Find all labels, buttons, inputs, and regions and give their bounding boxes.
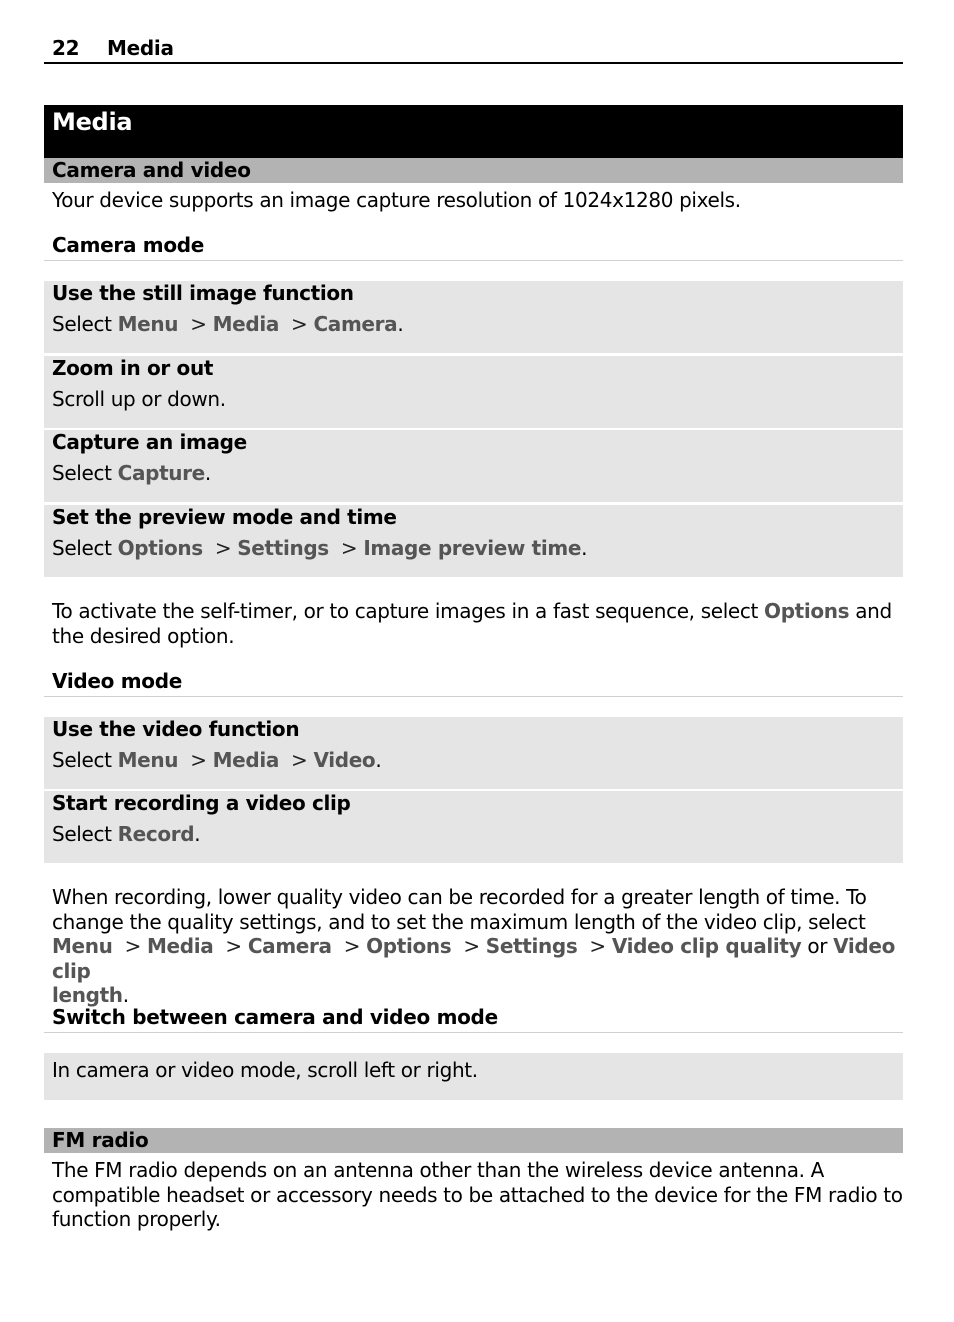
menu-item-camera: Camera <box>247 934 332 958</box>
task-still-image <box>44 281 903 353</box>
menu-item-record: Record <box>117 822 195 846</box>
task-title: Use the still image function <box>52 281 354 305</box>
note-text: . <box>122 983 129 1007</box>
section-heading-camera-video: Camera and video <box>44 158 903 183</box>
paragraph-line: function properly. <box>52 1207 221 1231</box>
menu-item-video-clip-length-cont: length <box>52 983 123 1007</box>
menu-item-settings: Settings <box>237 536 329 560</box>
task-body <box>52 822 895 846</box>
task-body: Select Options > Settings > Image preview time. <box>52 536 588 560</box>
menu-item-options: Options <box>366 934 452 958</box>
menu-item-menu: Menu <box>52 934 113 958</box>
menu-item-menu: Menu <box>117 748 179 772</box>
menu-item-menu: Menu <box>117 312 179 336</box>
task-switch-mode <box>44 1053 903 1100</box>
subheading-switch-mode: Switch between camera and video mode <box>44 1004 903 1033</box>
menu-item-options: Options <box>117 536 203 560</box>
menu-item-settings: Settings <box>485 934 578 958</box>
task-suffix: . <box>397 312 404 336</box>
task-title: Set the preview mode and time <box>52 505 397 529</box>
note-text: and <box>855 599 892 623</box>
task-title: Use the video function <box>52 717 300 741</box>
task-video-function <box>44 717 903 789</box>
menu-item-capture: Capture <box>117 461 205 485</box>
subheading-camera-mode: Camera mode <box>44 232 903 261</box>
task-preview-mode <box>44 505 903 577</box>
task-title: Capture an image <box>52 430 247 454</box>
task-capture-image <box>44 430 903 502</box>
menu-item-media: Media <box>147 934 214 958</box>
task-start-recording <box>44 791 903 863</box>
menu-item-camera: Camera <box>313 312 398 336</box>
note-text: change the quality settings, and to set the maximum length of the video clip, select <box>52 909 866 934</box>
note-text: To activate the self-timer, or to capture images in a fast sequence, select <box>52 599 759 623</box>
task-body <box>52 461 895 485</box>
menu-item-media: Media <box>212 748 280 772</box>
task-suffix: . <box>581 536 588 560</box>
menu-item-image-preview-time: Image preview time <box>363 536 582 560</box>
fm-radio-paragraph <box>52 1158 903 1232</box>
task-suffix: . <box>194 822 201 846</box>
section-heading-fm-radio: FM radio <box>44 1128 903 1153</box>
video-quality-note: When recording, lower quality video can be recorded for a greater length of time. To change the quality settings, and to set the maximum length of the video clip, select Menu > Media > Camera > Options > Settings > Video clip quality or Video clip length. <box>52 885 895 1007</box>
running-header-title: Media <box>107 36 174 60</box>
page-number: 22 <box>52 36 80 60</box>
note-text: the desired option. <box>52 623 235 648</box>
note-text: When recording, lower quality video can be recorded for a greater length of time. To <box>52 885 867 909</box>
running-header <box>44 32 903 64</box>
task-body: In camera or video mode, scroll left or right. <box>52 1058 478 1082</box>
task-title: Zoom in or out <box>52 356 214 380</box>
task-zoom <box>44 356 903 428</box>
menu-item-video-clip-quality: Video clip quality <box>611 934 802 958</box>
task-prefix: Select <box>52 748 112 772</box>
subheading-video-mode: Video mode <box>44 668 903 697</box>
camera-intro-paragraph: Your device supports an image capture resolution of 1024x1280 pixels. <box>52 188 741 212</box>
task-prefix: Select <box>52 536 112 560</box>
note-text: or <box>807 934 828 958</box>
task-suffix: . <box>375 748 382 772</box>
task-body: Scroll up or down. <box>52 387 226 411</box>
menu-item-media: Media <box>212 312 280 336</box>
task-body: Select Menu > Media > Camera. <box>52 312 404 336</box>
task-suffix: . <box>204 461 211 485</box>
task-prefix: Select <box>52 312 112 336</box>
task-prefix: Select <box>52 822 112 846</box>
self-timer-note <box>52 599 903 648</box>
menu-item-video: Video <box>313 748 376 772</box>
chapter-title: Media <box>44 105 903 158</box>
menu-item-video-clip-length: Video clip <box>52 934 895 983</box>
menu-item-options: Options <box>764 599 850 623</box>
task-prefix: Select <box>52 461 112 485</box>
paragraph-line: compatible headset or accessory needs to be attached to the device for the FM radio to <box>52 1182 903 1207</box>
paragraph-line: The FM radio depends on an antenna other than the wireless device antenna. A <box>52 1158 824 1182</box>
task-title: Start recording a video clip <box>52 791 351 815</box>
task-body: Select Menu > Media > Video. <box>52 748 382 772</box>
